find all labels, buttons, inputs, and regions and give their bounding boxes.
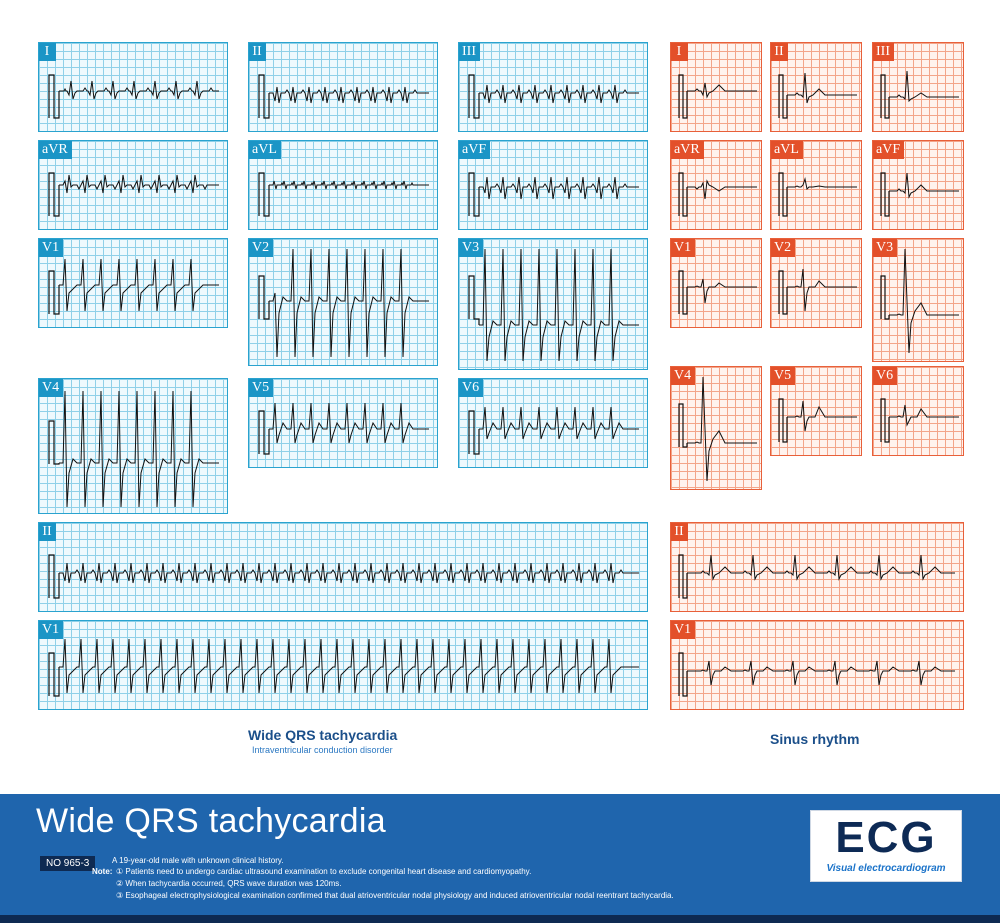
ecg-trace [249, 141, 438, 230]
lead-label: V3 [873, 239, 897, 257]
lead-label: V1 [39, 239, 63, 257]
lead-label: aVL [771, 141, 803, 159]
ecg-trace [771, 141, 862, 230]
ecg-trace [459, 43, 648, 132]
panel-sinus-III [872, 42, 964, 132]
lead-label: III [459, 43, 480, 61]
panel-sinus-V4 [670, 366, 762, 490]
ecg-trace [249, 43, 438, 132]
ecg-trace [39, 379, 228, 514]
panel-tachy-V1 [38, 238, 228, 328]
panel-tachy-I [38, 42, 228, 132]
ecg-trace [39, 621, 648, 710]
ecg-trace [39, 239, 228, 328]
lead-label: V5 [771, 367, 795, 385]
ecg-trace [873, 239, 964, 362]
ecg-trace [39, 523, 648, 612]
panel-tachy-V4 [38, 378, 228, 514]
ecg-trace [671, 239, 762, 328]
lead-label: II [249, 43, 266, 61]
lead-label: I [39, 43, 56, 61]
panel-tachy-aVR [38, 140, 228, 230]
ecg-trace [873, 43, 964, 132]
ecg-logo [810, 810, 962, 882]
logo-text: ECG [835, 813, 937, 862]
panel-sinus-aVF [872, 140, 964, 230]
panel-tachy-rhythm-V1 [38, 620, 648, 710]
panel-sinus-V1 [670, 238, 762, 328]
right-caption-title: Sinus rhythm [770, 731, 860, 747]
panel-sinus-rhythm-II [670, 522, 964, 612]
panel-tachy-V2 [248, 238, 438, 366]
ecg-trace [771, 43, 862, 132]
lead-label: III [873, 43, 894, 61]
ecg-trace [671, 621, 964, 710]
lead-label: V4 [671, 367, 695, 385]
lead-label: aVL [249, 141, 281, 159]
left-caption-title: Wide QRS tachycardia [248, 727, 398, 743]
ecg-trace [671, 43, 762, 132]
lead-label: V2 [771, 239, 795, 257]
lead-label: V6 [459, 379, 483, 397]
lead-label: V1 [671, 621, 695, 639]
panel-tachy-aVL [248, 140, 438, 230]
panel-tachy-III [458, 42, 648, 132]
panel-tachy-V5 [248, 378, 438, 468]
lead-label: V2 [249, 239, 273, 257]
ecg-trace [671, 367, 762, 490]
ecg-trace [873, 367, 964, 456]
logo-subtitle: Visual electrocardiogram [826, 863, 946, 874]
panel-sinus-aVR [670, 140, 762, 230]
ecg-trace [249, 379, 438, 468]
lead-label: aVF [873, 141, 904, 159]
lead-label: V4 [39, 379, 63, 397]
left-caption-subtitle: Intraventricular conduction disorder [252, 745, 393, 755]
panel-sinus-V2 [770, 238, 862, 328]
panel-sinus-aVL [770, 140, 862, 230]
lead-label: aVR [39, 141, 72, 159]
note-item: ① Patients need to undergo cardiac ultrasound examination to exclude congenital heart disease and cardiomyopathy. [116, 867, 532, 876]
ecg-trace [249, 239, 438, 366]
panel-tachy-II [248, 42, 438, 132]
note-item: ② When tachycardia occurred, QRS wave duration was 120ms. [116, 879, 342, 888]
panel-sinus-II [770, 42, 862, 132]
banner-title: Wide QRS tachycardia [36, 802, 386, 840]
ecg-trace [873, 141, 964, 230]
lead-label: II [671, 523, 688, 541]
panel-tachy-aVF [458, 140, 648, 230]
lead-label: V6 [873, 367, 897, 385]
ecg-trace [771, 367, 862, 456]
lead-label: II [39, 523, 56, 541]
panel-sinus-V3 [872, 238, 964, 362]
history-text: A 19-year-old male with unknown clinical history. [112, 856, 284, 865]
lead-label: II [771, 43, 788, 61]
lead-label: I [671, 43, 688, 61]
note-item: ③ Esophageal electrophysiological examination confirmed that dual atrioventricular nodal physiology and induced atrioventricular nodal reentrant tachycardia. [116, 891, 674, 900]
lead-label: aVF [459, 141, 490, 159]
ecg-trace [459, 239, 648, 370]
panel-tachy-V3 [458, 238, 648, 370]
ecg-trace [459, 141, 648, 230]
ecg-trace [671, 523, 964, 612]
note-label: Note: [92, 867, 113, 876]
panel-sinus-I [670, 42, 762, 132]
lead-label: aVR [671, 141, 704, 159]
lead-label: V5 [249, 379, 273, 397]
ecg-trace [39, 43, 228, 132]
panel-sinus-V5 [770, 366, 862, 456]
case-number-badge: NO 965-3 [40, 856, 95, 871]
lead-label: V1 [39, 621, 63, 639]
panel-sinus-V6 [872, 366, 964, 456]
panel-sinus-rhythm-V1 [670, 620, 964, 710]
ecg-trace [39, 141, 228, 230]
ecg-trace [671, 141, 762, 230]
lead-label: V3 [459, 239, 483, 257]
bottom-bar [0, 915, 1000, 923]
ecg-trace [459, 379, 648, 468]
panel-tachy-rhythm-II [38, 522, 648, 612]
lead-label: V1 [671, 239, 695, 257]
ecg-trace [771, 239, 862, 328]
panel-tachy-V6 [458, 378, 648, 468]
